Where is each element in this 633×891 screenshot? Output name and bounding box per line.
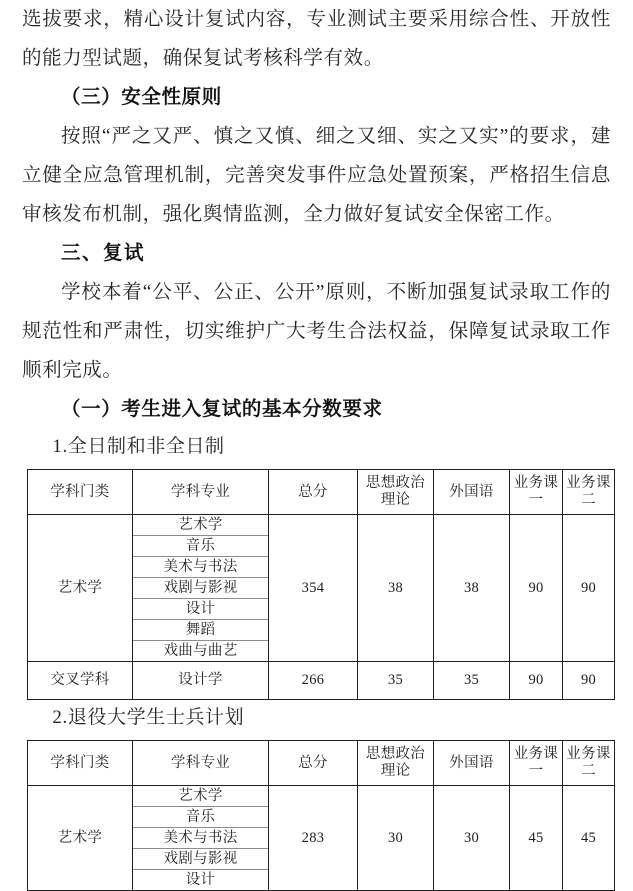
major-item: 设计 <box>133 599 268 620</box>
cell-major: 设计学 <box>133 662 269 700</box>
cell-total-score: 354 <box>269 515 358 662</box>
major-item: 戏剧与影视 <box>133 849 268 870</box>
table-row <box>28 515 615 662</box>
cell-course-two-score: 90 <box>563 662 615 700</box>
cell-foreign-language-score: 38 <box>434 515 510 662</box>
header-course-one-line2: 一 <box>528 492 544 508</box>
header-course-one <box>510 470 563 515</box>
score-table-veteran-plan <box>27 740 615 891</box>
major-item: 音乐 <box>133 807 268 828</box>
cell-category: 艺术学 <box>28 515 133 662</box>
header-discipline-category: 学科门类 <box>28 741 133 786</box>
cell-course-one-score: 45 <box>510 786 563 891</box>
heading-table1-fulltime-parttime: 1.全日制和非全日制 <box>52 436 225 457</box>
header-course-two-line2: 二 <box>581 492 596 508</box>
header-politics-line1: 思想政治 <box>365 746 426 762</box>
table1-body <box>28 515 615 700</box>
major-item: 音乐 <box>133 536 268 557</box>
major-item: 设计 <box>185 872 216 888</box>
header-total-score: 总分 <box>269 470 358 515</box>
cell-category: 艺术学 <box>28 786 133 891</box>
cell-foreign-language-score: 30 <box>434 786 510 891</box>
header-course-two-line1: 业务课 <box>566 475 611 491</box>
cell-major-list <box>133 515 269 662</box>
header-discipline-major: 学科专业 <box>133 470 269 515</box>
score-table-fulltime-parttime <box>27 469 615 700</box>
cell-category: 交叉学科 <box>28 662 133 700</box>
cell-course-two-score: 45 <box>563 786 615 891</box>
header-politics-theory <box>358 470 434 515</box>
cell-course-one-score: 90 <box>510 662 563 700</box>
major-item: 艺术学 <box>133 786 268 807</box>
table2-body <box>28 786 615 891</box>
cell-total-score: 266 <box>269 662 358 700</box>
major-item: 美术与书法 <box>133 828 268 849</box>
cell-politics-score: 35 <box>358 662 434 700</box>
header-discipline-category: 学科门类 <box>28 470 133 515</box>
header-course-two-line1: 业务课 <box>566 746 611 762</box>
header-total-score: 总分 <box>269 741 358 786</box>
header-course-one-line2: 一 <box>528 763 544 779</box>
header-politics-line2: 理论 <box>380 763 411 779</box>
header-foreign-language: 外国语 <box>434 741 510 786</box>
header-discipline-major: 学科专业 <box>133 741 269 786</box>
table-header-row <box>28 741 615 786</box>
cell-major-list <box>133 786 269 891</box>
cell-foreign-language-score: 35 <box>434 662 510 700</box>
paragraph-selection-requirements: 选拔要求，精心设计复试内容，专业测试主要采用综合性、开放性的能力型试题，确保复试考核科学有效。 <box>22 9 611 69</box>
major-item: 戏曲与曲艺 <box>163 643 238 659</box>
paragraph-safety-measures: 按照“严之又严、慎之又慎、细之又细、实之又实”的要求，建立健全应急管理机制，完善突发事件应急处置预案，严格招生信息审核发布机制，强化舆情监测，全力做好复试安全保密工作。 <box>22 126 611 225</box>
table-row <box>28 786 615 891</box>
heading-safety-principle: （三）安全性原则 <box>61 87 222 108</box>
heading-table2-veteran-plan: 2.退役大学生士兵计划 <box>52 707 245 728</box>
major-item: 舞蹈 <box>133 620 268 641</box>
heading-basic-score-requirement: （一）考生进入复试的基本分数要求 <box>61 399 383 420</box>
heading-section-three-retest: 三、复试 <box>61 243 146 264</box>
major-item: 戏剧与影视 <box>133 578 268 599</box>
cell-politics-score: 30 <box>358 786 434 891</box>
header-course-two <box>563 741 615 786</box>
header-politics-line2: 理论 <box>380 492 411 508</box>
header-course-two <box>563 470 615 515</box>
cell-total-score: 283 <box>269 786 358 891</box>
major-item: 艺术学 <box>133 515 268 536</box>
header-course-one-line1: 业务课 <box>513 475 559 491</box>
header-politics-line1: 思想政治 <box>365 475 426 491</box>
header-course-one <box>510 741 563 786</box>
cell-course-two-score: 90 <box>563 515 615 662</box>
paragraph-fairness-principle: 学校本着“公平、公正、公开”原则，不断加强复试录取工作的规范性和严肃性，切实维护广大考生合法权益，保障复试录取工作顺利完成。 <box>22 282 611 381</box>
cell-course-one-score: 90 <box>510 515 563 662</box>
table-row <box>28 662 615 700</box>
major-item: 美术与书法 <box>133 557 268 578</box>
header-course-two-line2: 二 <box>581 763 596 779</box>
cell-politics-score: 38 <box>358 515 434 662</box>
header-foreign-language: 外国语 <box>434 470 510 515</box>
header-course-one-line1: 业务课 <box>513 746 559 762</box>
header-politics-theory <box>358 741 434 786</box>
table-header-row <box>28 470 615 515</box>
